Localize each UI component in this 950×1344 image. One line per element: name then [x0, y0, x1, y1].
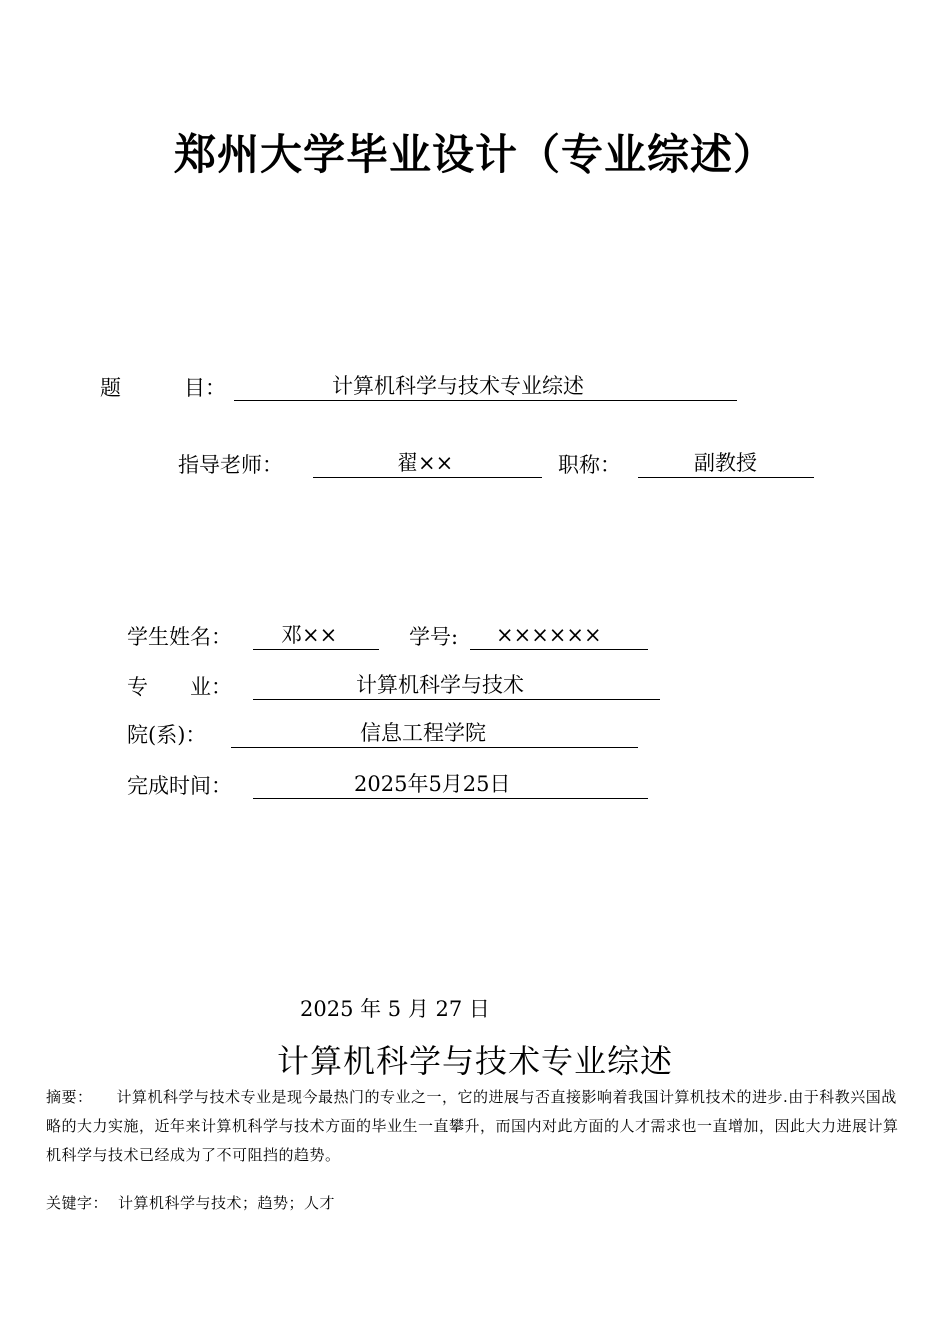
major-label: 专 业：: [127, 675, 232, 699]
rank-field: [638, 449, 814, 478]
abstract-text: 计算机科学与技术专业是现今最热门的专业之一，它的进展与否直接影响着我国计算机技术的进步.由于科教兴国战略的大力实施，近年来计算机科学与技术方面的毕业生一直攀升，而国内对此方面的人才需求也一直增加，因此大力进展计算机科学与技术已经成为了不可阻挡的趋势。: [46, 1088, 899, 1164]
major-value: 计算机科学与技术: [356, 673, 524, 697]
finish-value: 2025年5月25日: [354, 772, 511, 796]
id-field: [470, 621, 648, 650]
keywords: [46, 1192, 335, 1213]
id-value: ××××××: [496, 623, 602, 647]
dept-label: 院(系)：: [127, 723, 207, 747]
topic-field: [234, 372, 737, 401]
paper-title: 计算机科学与技术专业综述: [276, 1042, 673, 1080]
keywords-label: 关键字：: [46, 1194, 109, 1212]
advisor-label: 指导老师：: [178, 453, 283, 477]
rank-label: 职称：: [558, 453, 621, 477]
keywords-text: 计算机科学与技术；趋势；人才: [118, 1194, 336, 1212]
major-field: [253, 671, 660, 700]
topic-value: 计算机科学与技术专业综述: [332, 374, 584, 398]
dept-value: 信息工程学院: [360, 721, 486, 745]
topic-label: 题 目：: [100, 376, 226, 400]
abstract-label: 摘要：: [46, 1088, 93, 1106]
rank-value: 副教授: [694, 451, 757, 475]
finish-label: 完成时间：: [127, 774, 232, 798]
cover-title: 郑州大学毕业设计（专业综述）: [173, 130, 776, 179]
student-value: 邓××: [281, 623, 338, 647]
abstract: [46, 1083, 908, 1170]
advisor-field: [313, 449, 542, 478]
id-label: 学号:: [409, 625, 459, 649]
student-field: [253, 621, 379, 650]
finish-field: [253, 770, 648, 799]
student-label: 学生姓名：: [127, 625, 232, 649]
cover-date: 2025 年 5 月 27 日: [300, 997, 490, 1021]
dept-field: [231, 719, 638, 748]
advisor-value: 翟××: [397, 451, 454, 475]
